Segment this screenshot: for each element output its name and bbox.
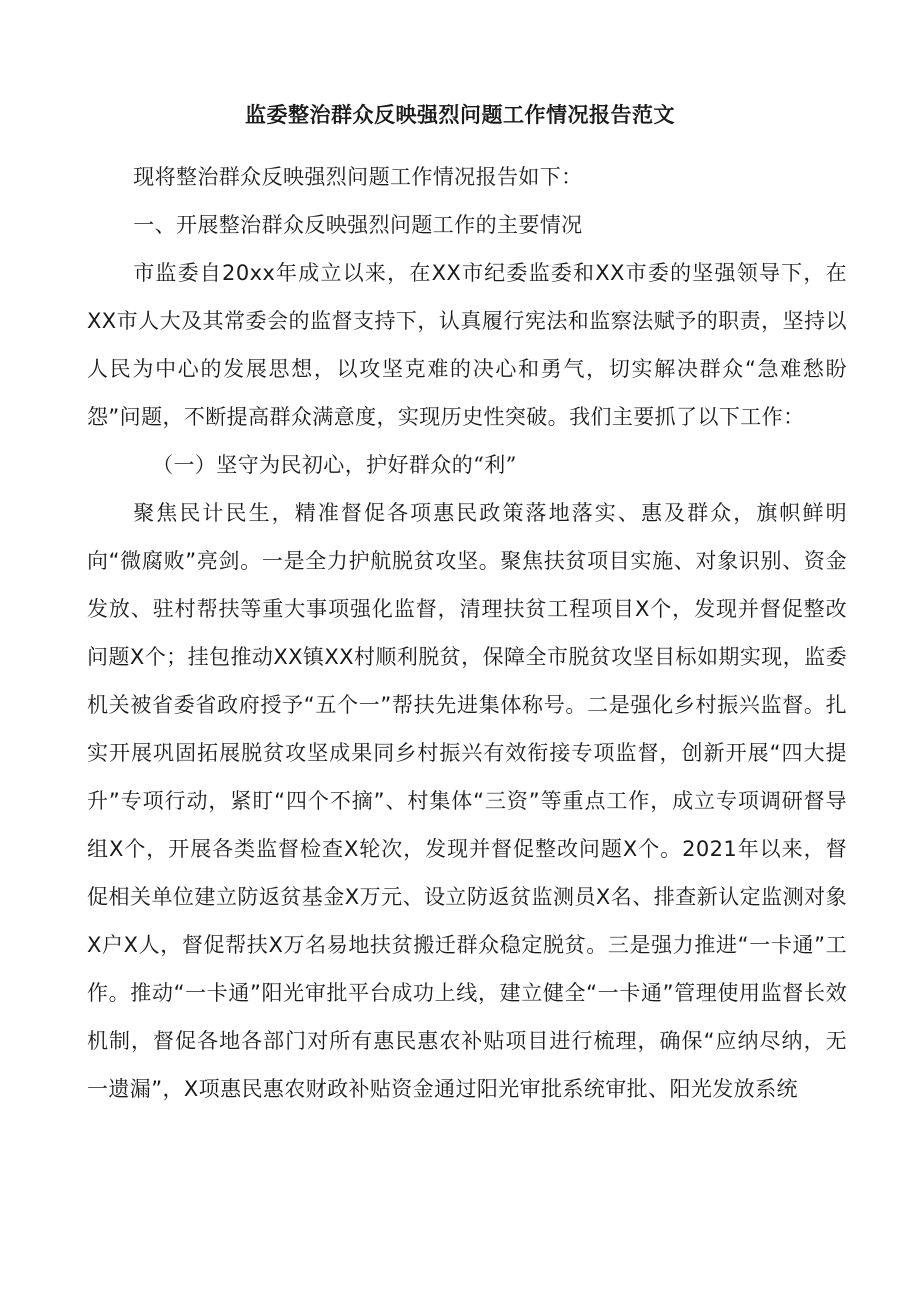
paragraph-sentence: 聚焦民计民生，精准督促各项惠民政策落地落实、惠及群众，旗帜鲜明向“微腐败”亮剑。 <box>87 501 847 573</box>
point-3-lead: 三是强力推进“一卡通”工作。 <box>87 933 847 1005</box>
paragraph-sentence: 推动“一卡通”阳光审批平台成功上线，建立健全“一卡通”管理使用监督长效机制，督促各地各部门对所有惠民惠农补贴项目进行梳理，确保“应纳尽纳，无一遗漏”，X项惠民惠农财政补贴资金通过阳光审批系统审批、阳光发放系统 <box>87 981 848 1101</box>
subsection-1-heading: （一）坚守为民初心，护好群众的“利” <box>152 453 517 477</box>
paragraph-sentence: 聚焦扶贫项目实施、对象识别、资金发放、驻村帮扶等重大事项强化监督，清理扶贫工程项目X个，发现并督促整改问题X个；挂包推动XX镇XX村顺利脱贫，保障全市脱贫攻坚目标如期实现，监委机关被省委省政府授予“五个一”帮扶先进集体称号。 <box>87 549 848 717</box>
subsection-1-paragraph <box>87 489 847 1113</box>
point-2-lead: 二是强化乡村振兴监督。 <box>587 693 826 717</box>
section-1-paragraph: 市监委自20xx年成立以来，在XX市纪委监委和XX市委的坚强领导下，在XX市人大及其常委会的监督支持下，认真履行宪法和监察法赋予的职责，坚持以人民为中心的发展思想，以攻坚克难的决心和勇气，切实解决群众“急难愁盼怨”问题，不断提高群众满意度，实现历史性突破。我们主要抓了以下工作： <box>87 261 847 429</box>
section-1-heading: 一、开展整治群众反映强烈问题工作的主要情况 <box>133 213 583 237</box>
paragraph-sentence: 扎实开展巩固拓展脱贫攻坚成果同乡村振兴有效衔接专项监督，创新开展“四大提升”专项行动，紧盯“四个不摘”、村集体“三资”等重点工作，成立专项调研督导组X个，开展各类监督检查X轮次，发现并督促整改问题X个。2021年以来，督促相关单位建立防返贫基金X万元、设立防返贫监测员X名、排查新认定监测对象X户X人，督促帮扶X万名易地扶贫搬迁群众稳定脱贫。 <box>87 693 848 957</box>
intro-paragraph: 现将整治群众反映强烈问题工作情况报告如下： <box>133 165 583 189</box>
document-body <box>87 153 847 1113</box>
document-title: 监委整治群众反映强烈问题工作情况报告范文 <box>245 102 675 127</box>
point-1-lead: 一是全力护航脱贫攻坚。 <box>261 549 501 573</box>
